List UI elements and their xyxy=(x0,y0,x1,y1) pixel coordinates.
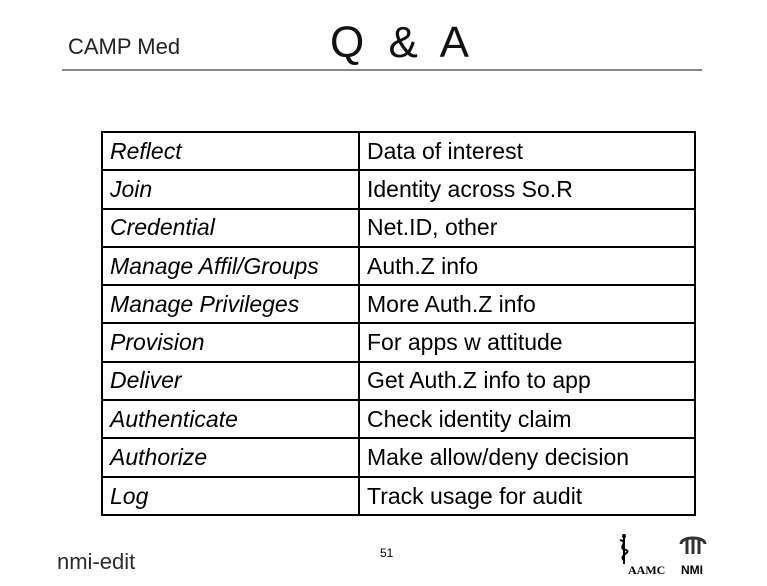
aamc-logo xyxy=(612,530,676,578)
row-term: Deliver xyxy=(103,363,360,399)
table-row xyxy=(103,133,694,171)
row-description: For apps w attitude xyxy=(367,329,563,356)
footer-brand: nmi-edit xyxy=(57,549,136,574)
row-description: More Auth.Z info xyxy=(367,290,536,317)
table-row xyxy=(103,286,694,324)
row-description: Net.ID, other xyxy=(367,214,498,241)
row-description: Get Auth.Z info to app xyxy=(367,367,591,394)
table-row xyxy=(103,439,694,477)
row-term: Credential xyxy=(103,210,360,246)
table-row xyxy=(103,248,694,286)
row-description: Make allow/deny decision xyxy=(367,444,630,471)
title-divider xyxy=(62,69,702,71)
row-term: Provision xyxy=(103,324,360,360)
row-description: Track usage for audit xyxy=(367,483,583,510)
table-row xyxy=(103,210,694,248)
table-row xyxy=(103,324,694,362)
qa-table xyxy=(101,131,696,516)
row-description: Auth.Z info xyxy=(367,252,479,279)
table-row xyxy=(103,171,694,209)
row-term: Manage Affil/Groups xyxy=(103,248,360,284)
nmi-logo-text: NMI xyxy=(681,563,703,577)
row-description: Check identity claim xyxy=(367,405,572,432)
row-term: Log xyxy=(103,478,360,516)
table-row xyxy=(103,401,694,439)
nmi-logo xyxy=(675,530,715,578)
row-term: Authorize xyxy=(103,439,360,475)
table-row xyxy=(103,363,694,401)
slide-title: Q & A xyxy=(330,18,475,67)
row-term: Join xyxy=(103,171,360,207)
table-row xyxy=(103,478,694,516)
row-term: Authenticate xyxy=(103,401,360,437)
row-description: Identity across So.R xyxy=(367,175,573,202)
row-term: Reflect xyxy=(103,133,360,169)
aamc-logo-text: AAMC xyxy=(628,563,666,577)
row-term: Manage Privileges xyxy=(103,286,360,322)
row-description: Data of interest xyxy=(367,137,523,164)
page-number: 51 xyxy=(380,546,394,560)
header-org-label: CAMP Med xyxy=(68,34,181,59)
